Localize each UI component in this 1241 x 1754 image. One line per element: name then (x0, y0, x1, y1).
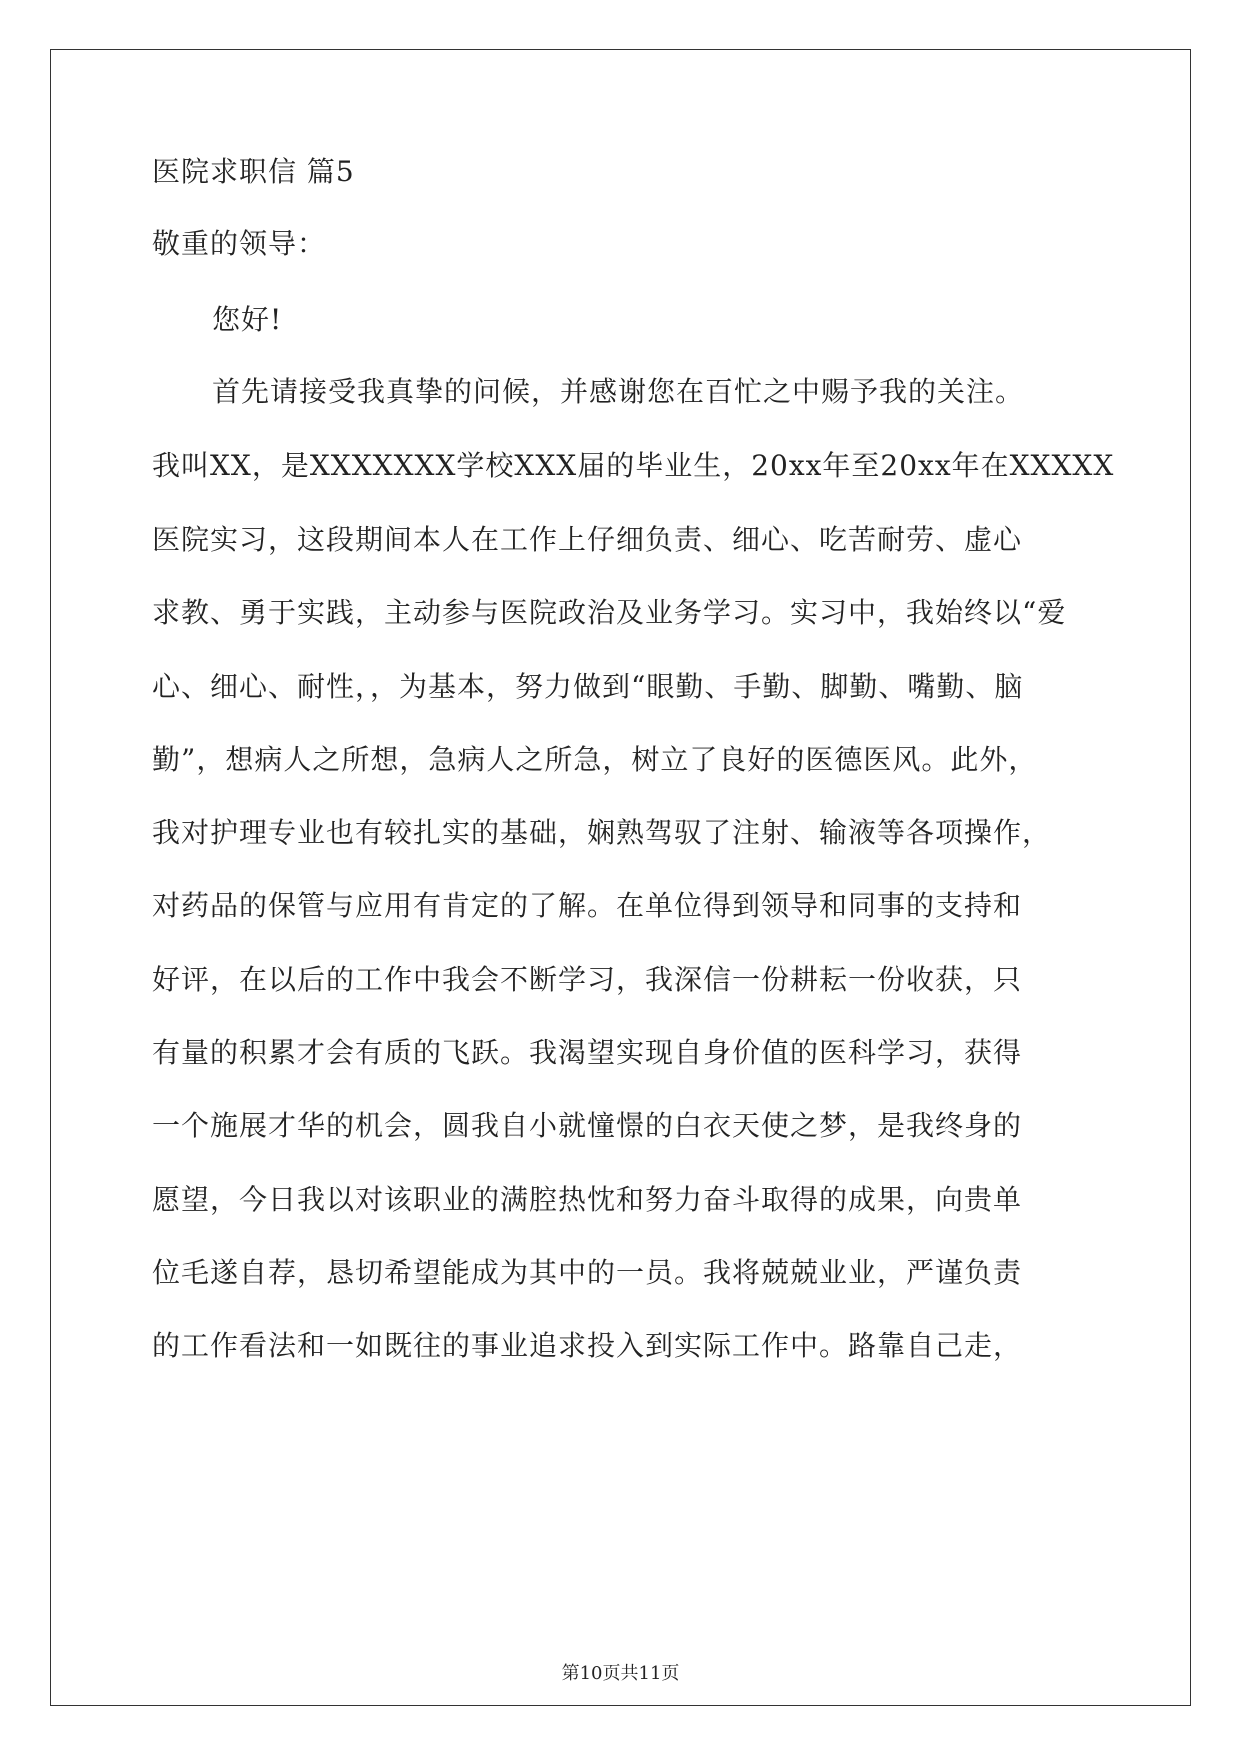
greeting: 您好! (212, 303, 283, 336)
body-line: 我叫XX，是XXXXXXX学校XXX届的毕业生，20xx年至20xx年在XXXXX (152, 449, 1115, 482)
body-line: 医院实习，这段期间本人在工作上仔细负责、细心、吃苦耐劳、虚心 (152, 523, 1023, 556)
salutation: 敬重的领导： (152, 227, 327, 260)
body-line: 首先请接受我真挚的问候，并感谢您在百忙之中赐予我的关注。 (212, 375, 1025, 408)
body-line: 的工作看法和一如既往的事业追求投入到实际工作中。路靠自己走， (152, 1329, 1023, 1362)
page-number-total: 共11页 (620, 1663, 680, 1684)
document-heading: 医院求职信 篇5 (152, 155, 355, 188)
body-line: 好评，在以后的工作中我会不断学习，我深信一份耕耘一份收获，只 (152, 963, 1023, 996)
body-line: 一个施展才华的机会，圆我自小就憧憬的白衣天使之梦，是我终身的 (152, 1109, 1023, 1142)
body-line: 有量的积累才会有质的飞跃。我渴望实现自身价值的医科学习，获得 (152, 1036, 1023, 1069)
body-line: 我对护理专业也有较扎实的基础，娴熟驾驭了注射、输液等各项操作， (152, 816, 1052, 849)
body-line: 求教、勇于实践，主动参与医院政治及业务学习。实习中，我始终以“爱 (152, 596, 1067, 629)
body-line: 心、细心、耐性，，为基本，努力做到“眼勤、手勤、脚勤、嘴勤、脑 (152, 670, 1024, 703)
body-line: 对药品的保管与应用有肯定的了解。在单位得到领导和同事的支持和 (152, 889, 1023, 922)
page-border (50, 49, 1191, 1706)
page-number-current: 第10页 (561, 1663, 621, 1684)
body-line: 勤”，想病人之所想，急病人之所急，树立了良好的医德医风。此外， (152, 743, 1038, 776)
body-line: 愿望，今日我以对该职业的满腔热忱和努力奋斗取得的成果，向贵单 (152, 1183, 1023, 1216)
page-footer (0, 1662, 1241, 1686)
body-line: 位毛遂自荐，恳切希望能成为其中的一员。我将兢兢业业，严谨负责 (152, 1256, 1023, 1289)
